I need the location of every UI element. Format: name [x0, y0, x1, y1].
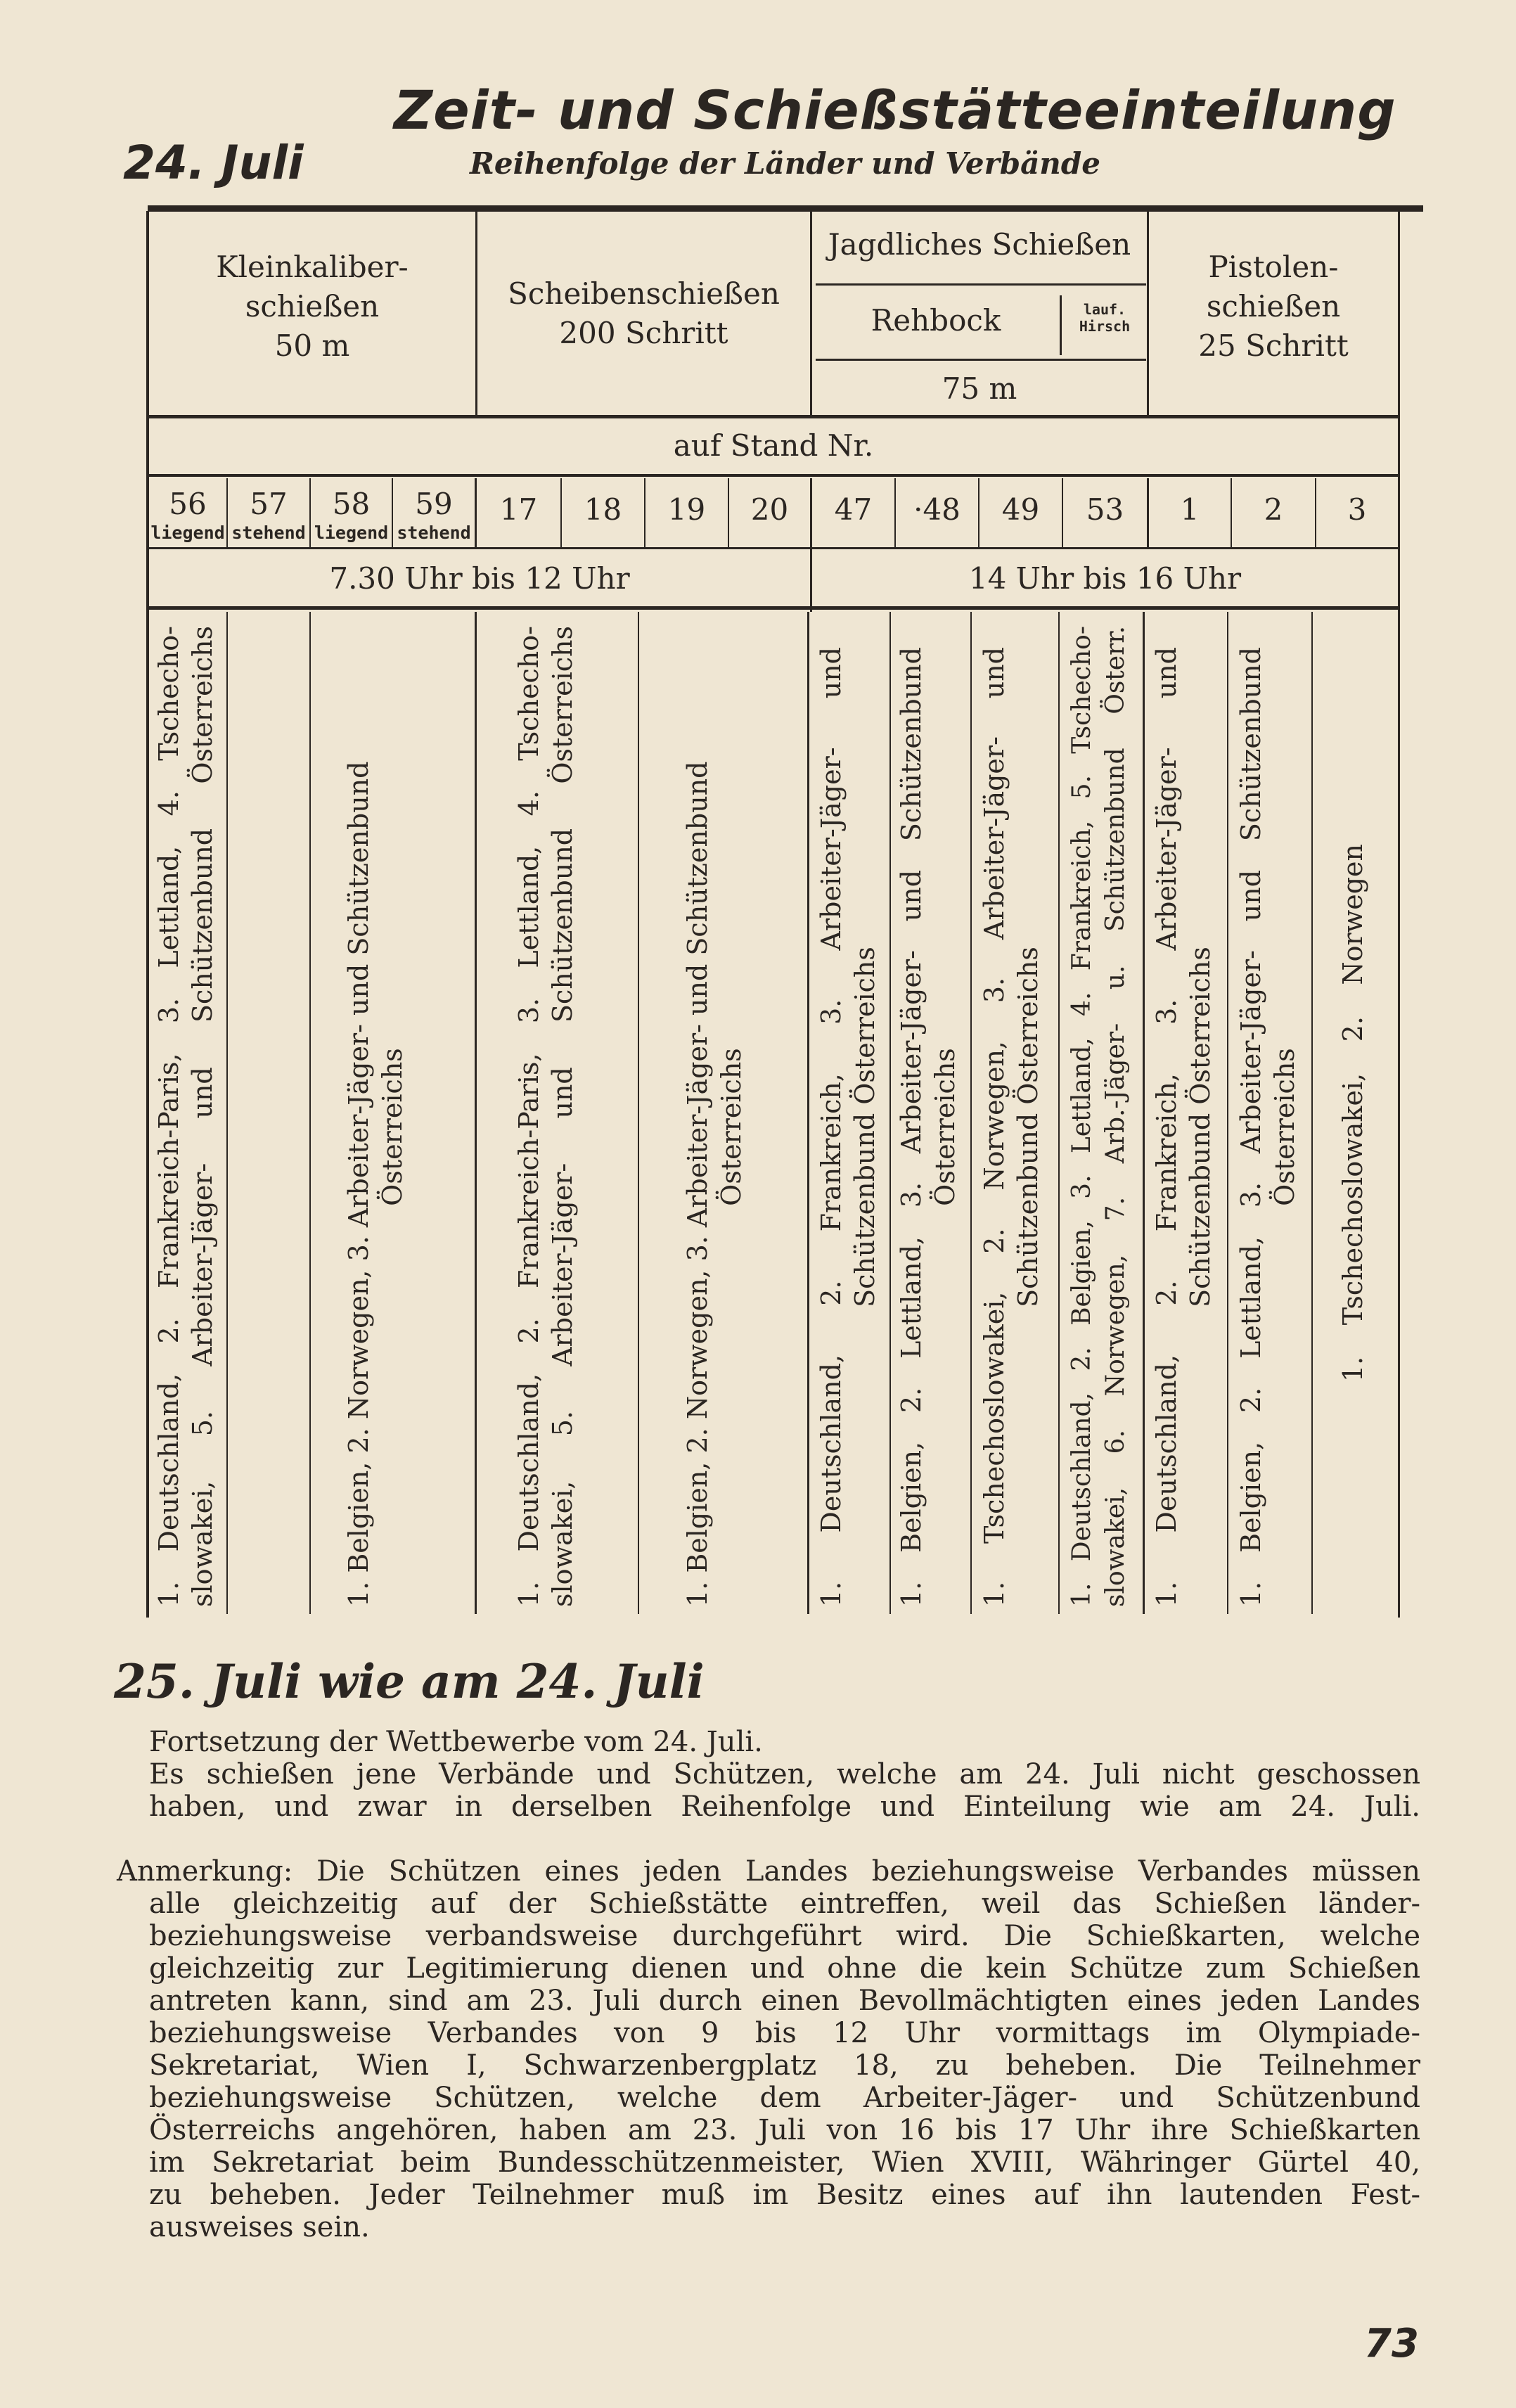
section-heading: 25. Juli wie am 24. Juli	[114, 1654, 705, 1709]
header-rehbock: Rehbock	[871, 303, 1001, 338]
page-number: 73	[1364, 2321, 1419, 2367]
table-right-border	[1398, 211, 1400, 1618]
stand-number: 53	[1086, 492, 1124, 527]
stand-number: 19	[667, 492, 706, 527]
header-pistolen: Pistolen- schießen 25 Schritt	[1198, 250, 1349, 363]
stand-number: 18	[584, 492, 622, 527]
position-label: liegend	[150, 523, 225, 543]
stand-number: 20	[750, 492, 789, 527]
jagd-rule	[816, 283, 1146, 286]
stand-number: 3	[1347, 492, 1367, 527]
stand-number: ·48	[913, 492, 961, 527]
table-top-rule	[148, 205, 1423, 212]
stand-label: auf Stand Nr.	[673, 428, 874, 463]
time-afternoon: 14 Uhr bis 16 Uhr	[968, 561, 1242, 596]
stand-rule	[148, 474, 1399, 477]
stand-number: 49	[1001, 492, 1040, 527]
subtitle: Reihenfolge der Länder und Verbände	[470, 146, 1100, 181]
date-heading: 24. Juli	[123, 136, 304, 190]
stand-number: 47	[834, 492, 873, 527]
stand-number: 58	[332, 487, 371, 521]
header-jagdliches-schiessen: Jagdliches Schießen	[828, 227, 1131, 262]
stand-number: 57	[250, 487, 288, 521]
rehbock-rule	[816, 359, 1146, 361]
stand-number: 17	[499, 492, 538, 527]
position-label: stehend	[397, 523, 471, 543]
header-scheibenschiessen: Scheibenschießen 200 Schritt	[508, 276, 780, 350]
position-label: liegend	[314, 523, 389, 543]
stand-number: 59	[415, 487, 453, 521]
header-lauf-hirsch: lauf. Hirsch	[1079, 301, 1131, 335]
stand-number: 1	[1180, 492, 1200, 527]
header-bottom-rule	[148, 415, 1399, 418]
stand-number: 56	[169, 487, 207, 521]
header-jagd-distance: 75 m	[942, 371, 1017, 406]
section-paragraph: Fortsetzung der Wettbewerbe vom 24. Juli. Es schießen jene Verbände und Schützen, welche am 24. Juli nicht geschossen haben, und zwar in derselben Reihenfolge und Einteilung wie am 24. Juli.	[149, 1726, 1420, 1823]
numbers-rule	[148, 547, 1399, 549]
time-rule	[148, 606, 1399, 610]
table-left-border	[146, 211, 149, 1618]
note-paragraph: Anmerkung: Die Schützen eines jeden Landes beziehungsweise Verbandes müssen alle gleichzeitig auf der Schießstätte eintreffen, weil das Schießen länder- beziehungsweise verbandsweise durchgeführt wird. Die Schießkarten, welche gleichzeitig zur Legitimierung dienen und ohne die kein Schütze zum Schießen antreten kann, sind am 23. Juli durch einen Bevollmächtigten eines jeden Landes beziehungsweise Verbandes von 9 bis 12 Uhr vormittags im Olympiade- Sekretariat, Wien I, Schwarzenbergplatz 18, zu beheben. Die Teilnehmer beziehungsweise Schützen, welche dem Arbeiter-Jäger- und Schützenbund Österreichs angehören, haben am 23. Juli von 16 bis 17 Uhr ihre Schießkarten im Sekretariat beim Bundesschützenmeister, Wien XVIII, Währinger Gürtel 40, zu beheben. Jeder Teilnehmer muß im Besitz eines auf ihn lautenden Fest- ausweises sein.	[117, 1855, 1420, 2243]
position-label: stehend	[231, 523, 306, 543]
page-title: Zeit- und Schießstätteeinteilung	[394, 79, 1396, 141]
stand-number: 2	[1264, 492, 1283, 527]
header-kleinkaliber: Kleinkaliber- schießen 50 m	[216, 250, 409, 363]
time-morning: 7.30 Uhr bis 12 Uhr	[329, 561, 630, 596]
